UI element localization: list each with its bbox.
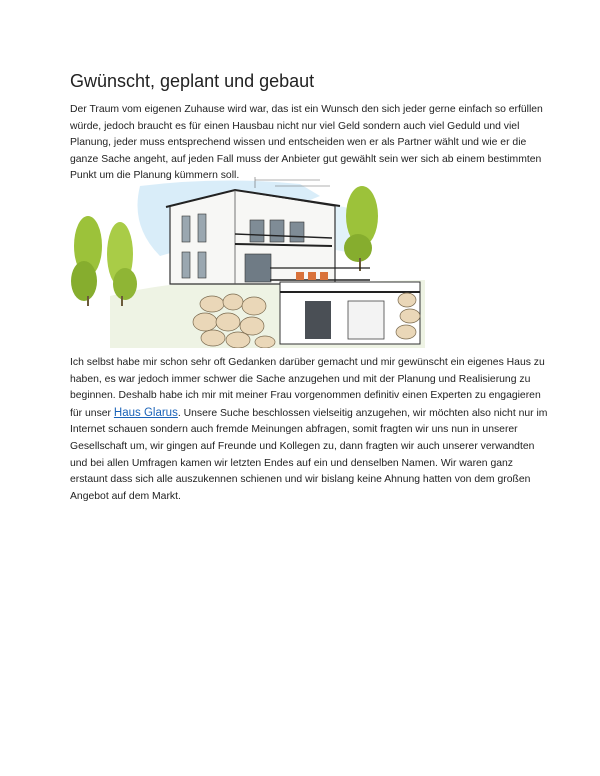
window [270,220,284,242]
haus-glarus-link[interactable]: Haus Glarus [113,406,178,419]
text-line: Gesellschaft um, wir gingen auf Freunde und Kollegen zu, dann fragten wir auch unserer verwandten [70,440,535,452]
window [182,216,190,242]
tree [71,261,97,301]
story-paragraph [70,355,548,505]
intro-paragraph [70,102,543,185]
planter [320,272,328,280]
planter [308,272,316,280]
tree [113,268,137,300]
text-line: würde, jedoch braucht es für einen Hausbau nicht nur viel Geld sondern auch viel Geduld und viel [70,120,520,132]
text-fragment: . Unsere Suche beschlossen vielseitig anzugehen, wir möchten also nicht nur im [177,407,548,419]
window [250,220,264,242]
window [245,254,271,282]
text-line: ganze Sache angeht, auf jeden Fall muss der Anbieter gut gewählt sein wer sich ab einem bestimmten [70,153,542,165]
window [198,252,206,278]
text-fragment: für unser [70,407,114,419]
text-line: Planung, jeder muss entsprechend wissen und entscheiden wen er als Partner wählt und wie er die [70,137,527,149]
text-line: Angebot auf dem Markt. [70,490,181,502]
garage-door [348,301,384,339]
text-line: Punkt um die Planung kümmern soll. [70,170,240,182]
text-line: beginnen. Deshalb habe ich mir mit meiner Frau vorgenommen definitiv einen Experten zu engagieren [70,390,541,402]
window [290,222,304,242]
window [182,252,190,278]
text-line: Internet schauen sondern auch fremde Meinungen abfragen, somit fragten wir uns nun in unserer [70,424,518,436]
text-line: erstaunt dass sich alle auszukennen schienen und wir bislang keine Ahnung hatten von dem großen [70,474,531,486]
window [198,214,206,242]
garage-door [305,301,331,339]
text-line: Ich selbst habe mir schon sehr oft Gedanken darüber gemacht und mir gewünscht ein eigenes Haus zu [70,357,545,368]
house-sketch-illustration [70,176,425,348]
text-line-with-link [70,405,548,423]
page-title: Gwünscht, geplant und gebaut [70,71,315,91]
text-line: und bei allen Umfragen kamen wir letzten Endes auf ein und denselben Namen. Wir waren ganz [70,457,514,469]
text-line: Der Traum vom eigenen Zuhause wird war, das ist ein Wunsch den sich jeder gerne einfach so erfüllen [70,104,543,115]
planter [296,272,304,280]
text-line: haben, es war jedoch immer schwer die Sache anzugehen und mit der Planung und Realisierung zu [70,373,531,385]
tree [344,234,372,262]
